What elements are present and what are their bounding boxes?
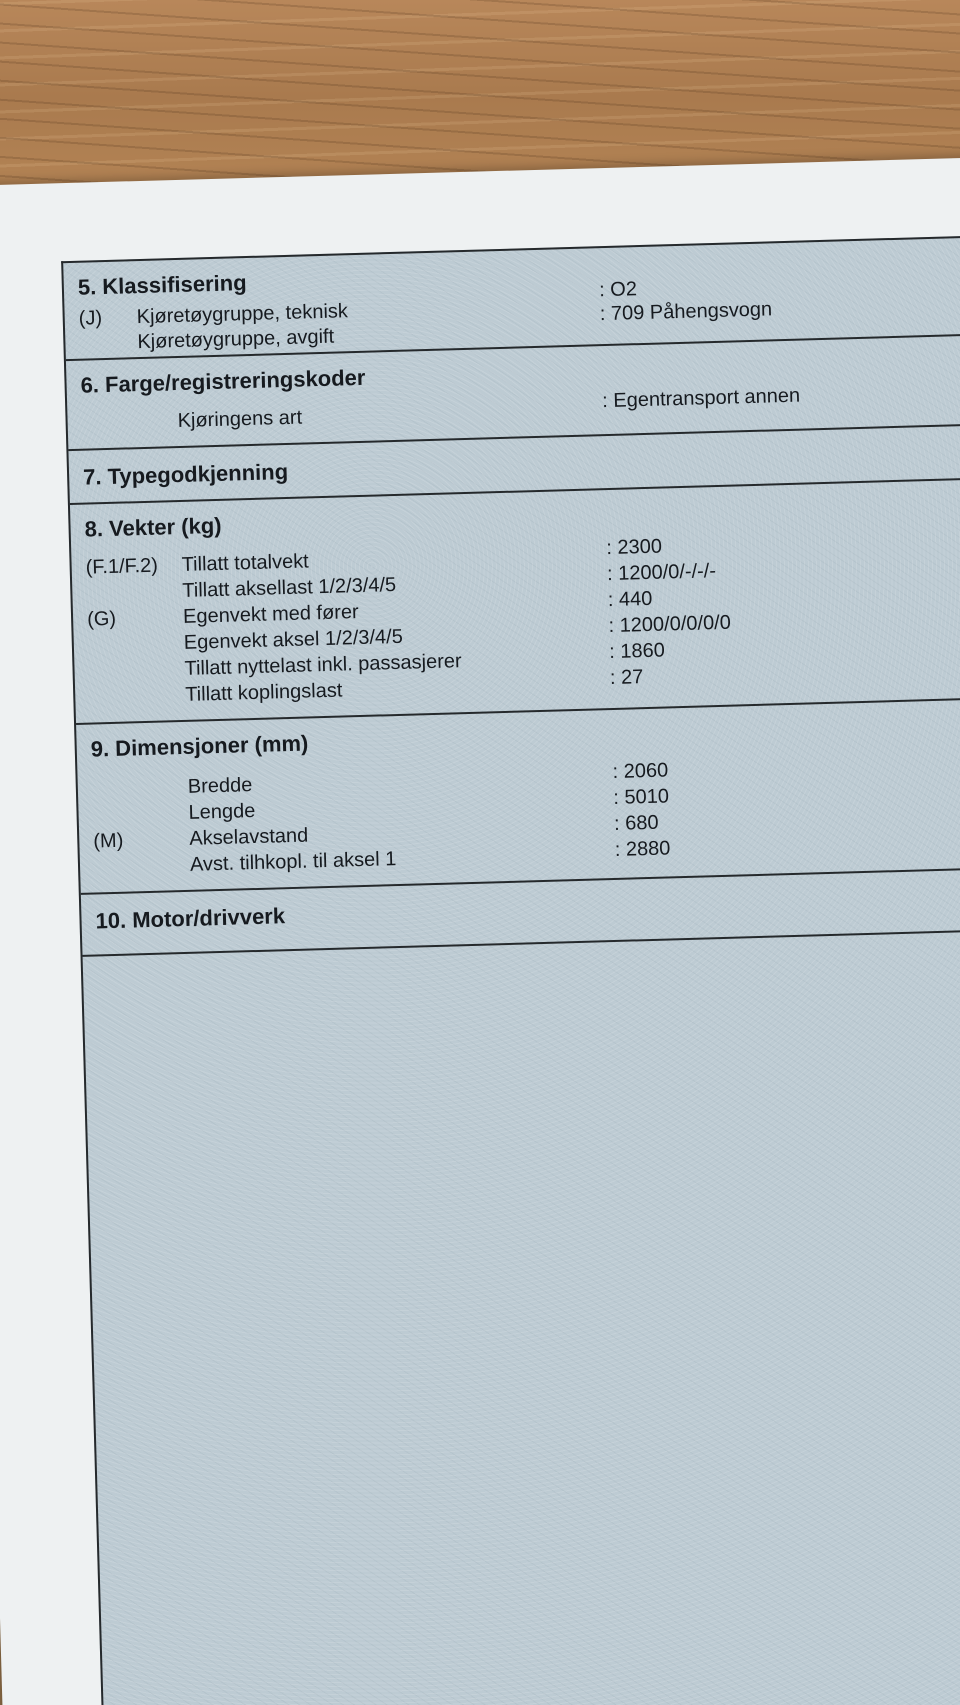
section-title: 8. Vekter (kg) bbox=[84, 512, 222, 542]
section-title: 5. Klassifisering bbox=[77, 270, 247, 300]
field-label: Lengde bbox=[188, 800, 256, 824]
field-label: Avst. tilhkopl. til aksel 1 bbox=[189, 848, 397, 876]
field-code: (M) bbox=[93, 829, 124, 853]
empty-form-area bbox=[83, 929, 960, 1705]
field-value: : 5010 bbox=[613, 785, 670, 809]
field-value: : 1200/0/-/-/- bbox=[606, 560, 717, 586]
field-code: (F.1/F.2) bbox=[85, 554, 159, 579]
field-label: Kjøretøygruppe, avgift bbox=[137, 325, 335, 354]
field-label: Kjøringens art bbox=[177, 406, 303, 433]
field-label: Tillatt totalvekt bbox=[181, 550, 310, 576]
field-label: Egenvekt aksel 1/2/3/4/5 bbox=[183, 625, 404, 654]
field-code: (G) bbox=[86, 607, 117, 631]
registration-document-page bbox=[0, 156, 960, 1705]
field-value: : 2300 bbox=[606, 535, 663, 560]
section-dimensions bbox=[76, 697, 960, 895]
field-label: Tillatt nyttelast inkl. passasjerer bbox=[184, 650, 462, 680]
field-value: : 1200/0/0/0/0 bbox=[608, 611, 732, 638]
field-value: : 2880 bbox=[614, 837, 671, 861]
field-label: Tillatt koplingslast bbox=[184, 679, 343, 706]
section-title: 10. Motor/drivverk bbox=[95, 903, 286, 934]
section-title: 9. Dimensjoner (mm) bbox=[90, 730, 309, 762]
field-value: : 680 bbox=[613, 811, 659, 835]
section-title: 6. Farge/registreringskoder bbox=[80, 364, 366, 398]
field-value: : 1860 bbox=[608, 639, 666, 664]
field-value: : 709 Påhengsvogn bbox=[599, 298, 773, 326]
field-label: Bredde bbox=[187, 774, 253, 798]
vehicle-data-form bbox=[61, 233, 960, 1705]
field-label: Egenvekt med fører bbox=[182, 601, 359, 628]
section-title: 7. Typegodkjenning bbox=[82, 458, 289, 490]
field-value: : 440 bbox=[607, 587, 653, 612]
field-label: Akselavstand bbox=[189, 824, 309, 850]
field-label: Tillatt aksellast 1/2/3/4/5 bbox=[182, 573, 397, 602]
field-code: (J) bbox=[78, 307, 103, 330]
field-value: : 27 bbox=[609, 666, 644, 690]
section-weights bbox=[70, 477, 960, 725]
field-value: : O2 bbox=[598, 278, 638, 302]
field-label: Kjøretøygruppe, teknisk bbox=[136, 300, 349, 329]
field-value: : Egentransport annen bbox=[601, 384, 801, 413]
field-value: : 2060 bbox=[612, 759, 669, 784]
